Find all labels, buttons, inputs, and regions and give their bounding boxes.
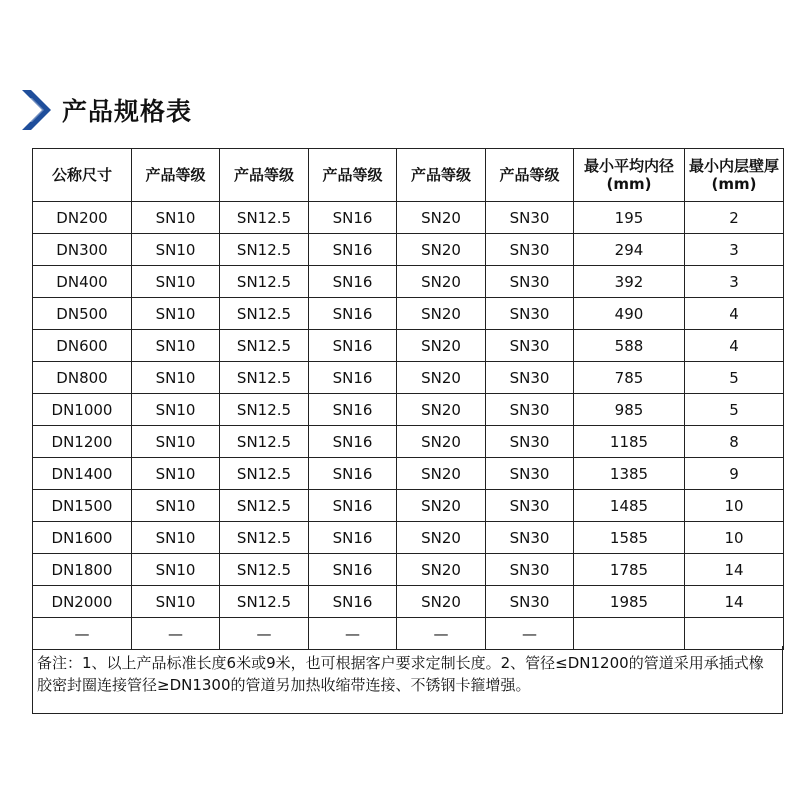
header-grade-5: 产品等级 [486, 149, 574, 202]
cell-grade-sn20: SN20 [397, 298, 486, 330]
cell-nominal-size: DN300 [33, 234, 132, 266]
cell-nominal-size: DN500 [33, 298, 132, 330]
cell-nominal-size: DN800 [33, 362, 132, 394]
cell-grade-sn12-5: SN12.5 [220, 522, 309, 554]
cell-min-wall-thickness: 4 [685, 330, 784, 362]
cell-grade-sn16: SN16 [309, 554, 397, 586]
cell-grade-sn10: SN10 [132, 202, 220, 234]
cell-grade-sn30: SN30 [486, 362, 574, 394]
cell-grade-sn12-5: SN12.5 [220, 426, 309, 458]
header-min-inner-diameter: 最小平均内径(mm) [574, 149, 685, 202]
cell-min-inner-diameter: 1185 [574, 426, 685, 458]
cell-nominal-size: DN1400 [33, 458, 132, 490]
cell-grade-sn12-5: — [220, 618, 309, 650]
cell-grade-sn30: SN30 [486, 458, 574, 490]
cell-grade-sn12-5: SN12.5 [220, 362, 309, 394]
cell-grade-sn20: SN20 [397, 362, 486, 394]
note-text: 备注：1、以上产品标准长度6米或9米，也可根据客户要求定制长度。2、管径≤DN1200的管道采用承插式橡胶密封圈连接管径≥DN1300的管道另加热收缩带连接、不锈钢卡箍增强。 [37, 654, 764, 694]
header-grade-1: 产品等级 [132, 149, 220, 202]
cell-grade-sn30: SN30 [486, 490, 574, 522]
header-grade-2: 产品等级 [220, 149, 309, 202]
cell-grade-sn12-5: SN12.5 [220, 458, 309, 490]
cell-grade-sn12-5: SN12.5 [220, 490, 309, 522]
table-row [33, 586, 784, 618]
cell-grade-sn12-5: SN12.5 [220, 394, 309, 426]
cell-grade-sn12-5: SN12.5 [220, 554, 309, 586]
cell-grade-sn20: SN20 [397, 586, 486, 618]
cell-grade-sn10: SN10 [132, 330, 220, 362]
cell-grade-sn10: SN10 [132, 394, 220, 426]
cell-grade-sn30: SN30 [486, 202, 574, 234]
cell-grade-sn16: — [309, 618, 397, 650]
header-min-wall-thickness: 最小内层壁厚(mm) [685, 149, 784, 202]
cell-nominal-size: DN1200 [33, 426, 132, 458]
cell-nominal-size: DN400 [33, 266, 132, 298]
chevron-right-icon [22, 90, 52, 130]
cell-grade-sn20: SN20 [397, 490, 486, 522]
cell-grade-sn16: SN16 [309, 266, 397, 298]
table-row [33, 522, 784, 554]
cell-grade-sn30: — [486, 618, 574, 650]
cell-grade-sn10: SN10 [132, 426, 220, 458]
cell-grade-sn10: SN10 [132, 522, 220, 554]
table-row [33, 490, 784, 522]
cell-grade-sn12-5: SN12.5 [220, 202, 309, 234]
cell-grade-sn16: SN16 [309, 234, 397, 266]
cell-min-inner-diameter: 490 [574, 298, 685, 330]
cell-min-wall-thickness: 9 [685, 458, 784, 490]
cell-grade-sn10: SN10 [132, 554, 220, 586]
cell-grade-sn30: SN30 [486, 586, 574, 618]
cell-nominal-size: DN1000 [33, 394, 132, 426]
cell-grade-sn30: SN30 [486, 426, 574, 458]
table-row [33, 266, 784, 298]
note-box [32, 646, 783, 714]
table-row [33, 362, 784, 394]
cell-min-inner-diameter: 195 [574, 202, 685, 234]
cell-grade-sn30: SN30 [486, 330, 574, 362]
table-row [33, 394, 784, 426]
cell-grade-sn30: SN30 [486, 298, 574, 330]
table-row [33, 330, 784, 362]
section-heading [22, 88, 192, 132]
cell-min-wall-thickness: 3 [685, 234, 784, 266]
cell-min-wall-thickness: 14 [685, 586, 784, 618]
cell-min-inner-diameter: 392 [574, 266, 685, 298]
cell-grade-sn16: SN16 [309, 426, 397, 458]
cell-grade-sn30: SN30 [486, 394, 574, 426]
cell-grade-sn10: SN10 [132, 362, 220, 394]
cell-min-inner-diameter: 588 [574, 330, 685, 362]
cell-min-wall-thickness: 10 [685, 522, 784, 554]
cell-min-wall-thickness: 5 [685, 362, 784, 394]
cell-min-inner-diameter: 1585 [574, 522, 685, 554]
cell-nominal-size: DN200 [33, 202, 132, 234]
table-row [33, 426, 784, 458]
cell-grade-sn16: SN16 [309, 298, 397, 330]
spec-table [32, 148, 784, 650]
cell-min-inner-diameter [574, 618, 685, 650]
cell-min-wall-thickness: 4 [685, 298, 784, 330]
table-row [33, 618, 784, 650]
cell-grade-sn16: SN16 [309, 522, 397, 554]
cell-min-wall-thickness: 2 [685, 202, 784, 234]
cell-grade-sn16: SN16 [309, 490, 397, 522]
cell-grade-sn30: SN30 [486, 522, 574, 554]
cell-grade-sn20: SN20 [397, 458, 486, 490]
table-row [33, 202, 784, 234]
cell-grade-sn30: SN30 [486, 266, 574, 298]
cell-min-wall-thickness: 3 [685, 266, 784, 298]
cell-nominal-size: — [33, 618, 132, 650]
cell-min-inner-diameter: 1985 [574, 586, 685, 618]
cell-nominal-size: DN1800 [33, 554, 132, 586]
cell-grade-sn16: SN16 [309, 394, 397, 426]
cell-grade-sn12-5: SN12.5 [220, 298, 309, 330]
cell-grade-sn16: SN16 [309, 362, 397, 394]
cell-grade-sn16: SN16 [309, 202, 397, 234]
cell-grade-sn30: SN30 [486, 234, 574, 266]
cell-grade-sn20: SN20 [397, 394, 486, 426]
cell-grade-sn30: SN30 [486, 554, 574, 586]
table-row [33, 554, 784, 586]
cell-min-wall-thickness: 10 [685, 490, 784, 522]
cell-grade-sn12-5: SN12.5 [220, 586, 309, 618]
cell-grade-sn10: SN10 [132, 234, 220, 266]
page-title: 产品规格表 [62, 97, 193, 126]
cell-grade-sn20: SN20 [397, 554, 486, 586]
cell-min-inner-diameter: 985 [574, 394, 685, 426]
header-grade-4: 产品等级 [397, 149, 486, 202]
cell-min-inner-diameter: 294 [574, 234, 685, 266]
cell-grade-sn20: SN20 [397, 202, 486, 234]
table-row [33, 458, 784, 490]
cell-min-inner-diameter: 1385 [574, 458, 685, 490]
cell-grade-sn12-5: SN12.5 [220, 266, 309, 298]
cell-grade-sn10: SN10 [132, 458, 220, 490]
cell-grade-sn20: SN20 [397, 266, 486, 298]
cell-grade-sn20: SN20 [397, 426, 486, 458]
cell-nominal-size: DN2000 [33, 586, 132, 618]
cell-grade-sn10: SN10 [132, 490, 220, 522]
cell-grade-sn20: — [397, 618, 486, 650]
cell-grade-sn12-5: SN12.5 [220, 330, 309, 362]
table-row [33, 298, 784, 330]
cell-min-wall-thickness: 5 [685, 394, 784, 426]
cell-min-inner-diameter: 785 [574, 362, 685, 394]
cell-min-inner-diameter: 1785 [574, 554, 685, 586]
cell-min-inner-diameter: 1485 [574, 490, 685, 522]
cell-grade-sn10: SN10 [132, 266, 220, 298]
cell-grade-sn16: SN16 [309, 586, 397, 618]
cell-nominal-size: DN1500 [33, 490, 132, 522]
cell-grade-sn16: SN16 [309, 330, 397, 362]
cell-grade-sn10: — [132, 618, 220, 650]
cell-min-wall-thickness: 14 [685, 554, 784, 586]
cell-grade-sn12-5: SN12.5 [220, 234, 309, 266]
cell-nominal-size: DN1600 [33, 522, 132, 554]
cell-grade-sn20: SN20 [397, 234, 486, 266]
cell-nominal-size: DN600 [33, 330, 132, 362]
cell-grade-sn10: SN10 [132, 586, 220, 618]
cell-min-wall-thickness: 8 [685, 426, 784, 458]
table-header-row [33, 149, 784, 202]
cell-grade-sn20: SN20 [397, 330, 486, 362]
cell-grade-sn10: SN10 [132, 298, 220, 330]
cell-min-wall-thickness [685, 618, 784, 650]
header-grade-3: 产品等级 [309, 149, 397, 202]
cell-grade-sn16: SN16 [309, 458, 397, 490]
cell-grade-sn20: SN20 [397, 522, 486, 554]
table-row [33, 234, 784, 266]
header-nominal-size: 公称尺寸 [33, 149, 132, 202]
